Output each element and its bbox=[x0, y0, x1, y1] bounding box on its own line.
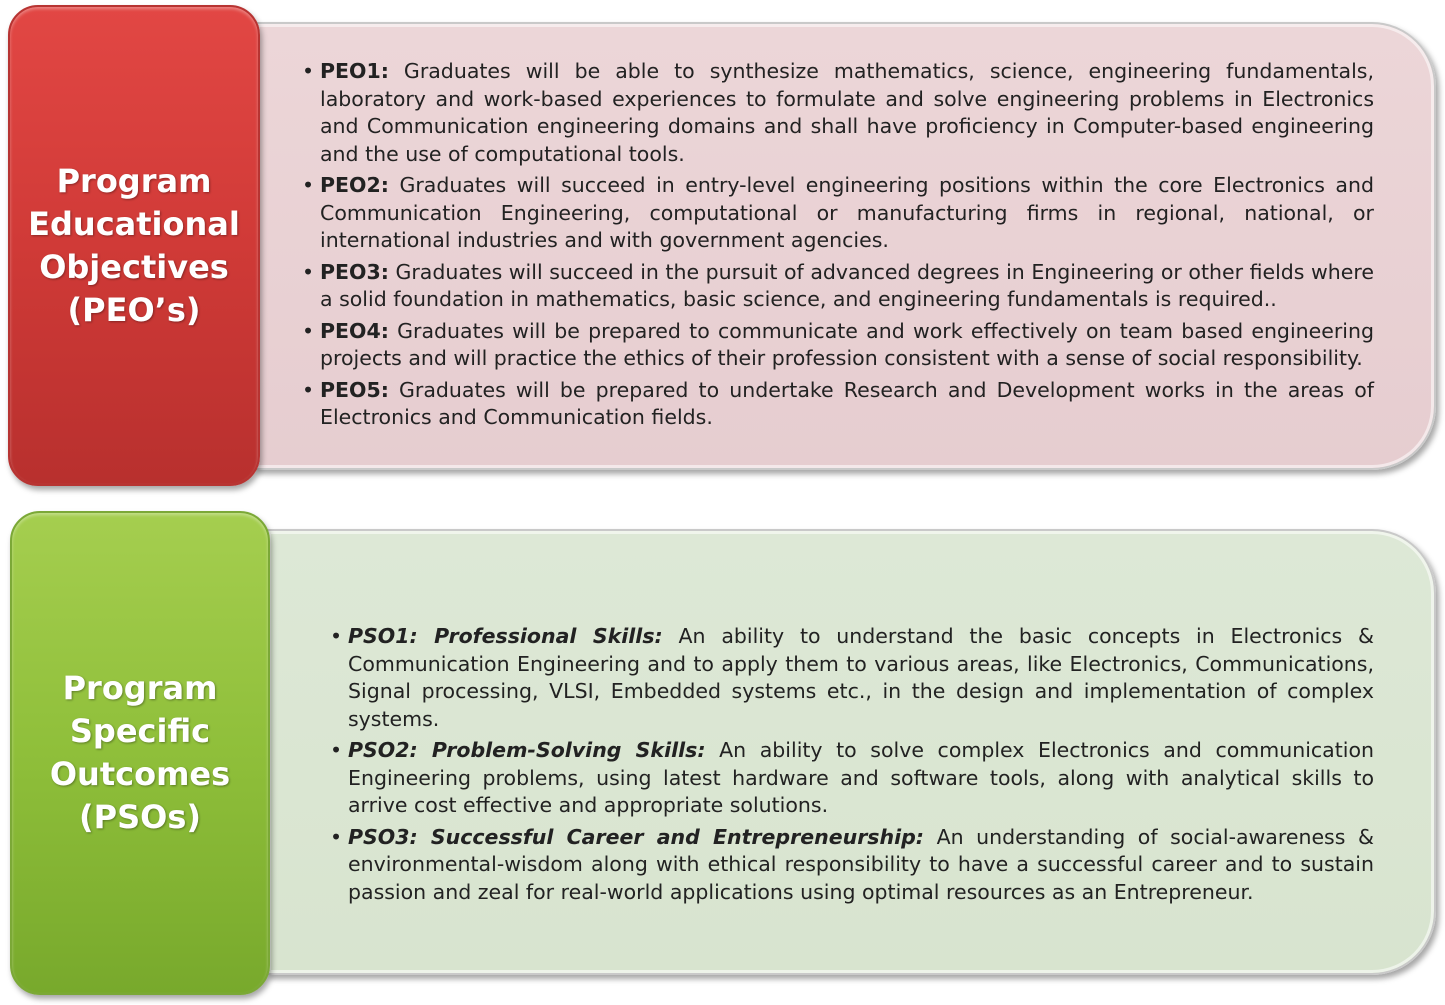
pso-item bbox=[330, 737, 1374, 820]
bullet-icon: • bbox=[302, 259, 315, 284]
peo-item-text: Graduates will be prepared to communicate and work effectively on team based engineering projects and will practice the ethics of their profession consistent with a sense of social responsibility. bbox=[320, 318, 1374, 370]
peo-item-text: Graduates will succeed in entry-level engineering positions within the core Electronics and Communication Engineering, computational or manufacturing firms in regional, national, or international industries and with government agencies. bbox=[320, 173, 1374, 252]
peo-content bbox=[302, 58, 1374, 436]
bullet-icon: • bbox=[302, 59, 315, 83]
pso-content bbox=[330, 623, 1374, 910]
pso-tab-title: Program Specific Outcomes (PSOs) bbox=[49, 669, 231, 836]
pso-item-text: An understanding of social-awareness & environmental-wisdom along with ethical responsibility to have a successful career and to sustain passion and zeal for real-world applications using optimal resources as an Entrepreneur. bbox=[348, 824, 1374, 904]
peo-item-label: PEO4: bbox=[320, 318, 389, 343]
pso-item-text: An ability to solve complex Electronics and communication Engineering problems, using latest hardware and software tools, along with analytical skills to arrive cost effective and appropriate solutions. bbox=[348, 738, 1374, 817]
peo-list bbox=[302, 58, 1374, 432]
peo-panel bbox=[254, 22, 1436, 470]
pso-item-label: PSO2: Problem-Solving Skills: bbox=[348, 738, 706, 762]
bullet-icon: • bbox=[302, 173, 315, 197]
pso-item-label: PSO3: Successful Career and Entrepreneurship: bbox=[348, 824, 924, 849]
bullet-icon: • bbox=[330, 624, 343, 648]
bullet-icon: • bbox=[330, 738, 343, 762]
peo-item-text: Graduates will be prepared to undertake Research and Development works in the areas of Electronics and Communication fields. bbox=[320, 377, 1374, 429]
peo-item bbox=[302, 377, 1374, 432]
peo-item-label: PEO1: bbox=[320, 59, 389, 83]
pso-item bbox=[330, 623, 1374, 733]
pso-tab bbox=[10, 511, 270, 995]
peo-tab-title: Program Educational Objectives (PEO’s) bbox=[28, 161, 240, 329]
peo-item bbox=[302, 58, 1374, 168]
peo-item bbox=[302, 259, 1374, 314]
peo-item bbox=[302, 172, 1374, 255]
peo-tab bbox=[8, 5, 260, 486]
peo-item-label: PEO3: bbox=[320, 259, 389, 284]
peo-item bbox=[302, 318, 1374, 373]
bullet-icon: • bbox=[330, 824, 343, 849]
pso-item bbox=[330, 824, 1374, 907]
peo-item-label: PEO5: bbox=[320, 377, 389, 402]
pso-list bbox=[330, 623, 1374, 906]
peo-item-text: Graduates will be able to synthesize mathematics, science, engineering fundamentals, laboratory and work-based experiences to formulate and solve engineering problems in Electronics and Communication engineering domains and shall have proficiency in Computer-based engineering and the use of computational tools. bbox=[320, 59, 1374, 166]
bullet-icon: • bbox=[302, 377, 315, 402]
pso-panel bbox=[266, 529, 1436, 975]
peo-item-text: Graduates will succeed in the pursuit of advanced degrees in Engineering or other fields where a solid foundation in mathematics, basic science, and engineering fundamentals is required.. bbox=[320, 259, 1374, 311]
peo-item-label: PEO2: bbox=[320, 173, 389, 197]
pso-item-text: An ability to understand the basic concepts in Electronics & Communication Engineering and to apply them to various areas, like Electronics, Communications, Signal processing, VLSI, Embedded systems etc., in the design and implementation of complex systems. bbox=[348, 624, 1374, 731]
bullet-icon: • bbox=[302, 318, 315, 343]
pso-item-label: PSO1: Professional Skills: bbox=[348, 624, 663, 648]
